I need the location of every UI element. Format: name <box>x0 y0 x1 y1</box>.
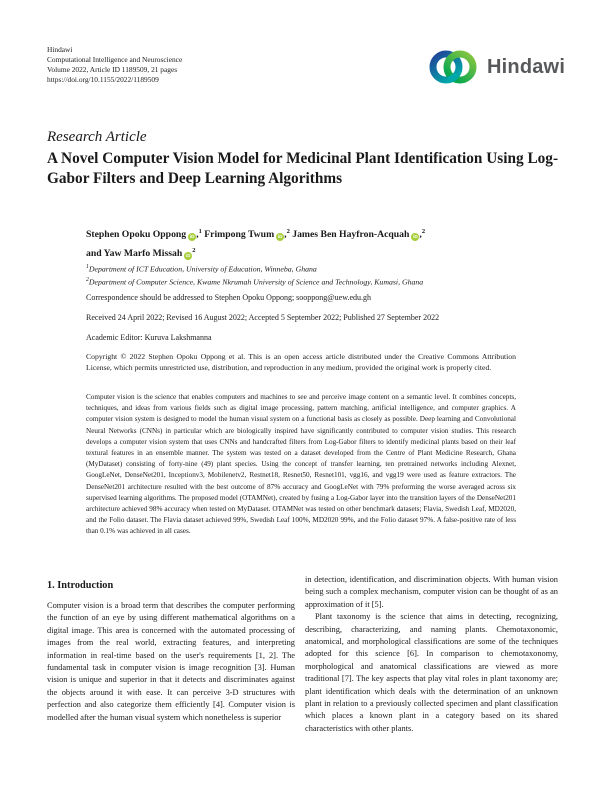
author <box>292 229 425 240</box>
abstract-text: Computer vision is the science that enables computers and machines to see and perceive image content on a semantic level. It combines concepts, techniques, and ideas from various fields such as digital image processing, pattern matching, artificial intelligence, and computer graphics. A computer vision system is designed to model the human visual system on a functional basis as closely as possible. Deep learning and Convolutional Neural Networks (CNNs) in particular which are biologically inspired have significantly contributed to computer vision studies. This research develops a computer vision system that uses CNNs and handcrafted filters from Log-Gabor filters to identify medicinal plants based on their leaf textural features in an ensemble manner. The system was tested on a dataset developed from the Centre of Plant Medicine Research, Ghana (MyDataset) consisting of forty-nine (49) plant species. Using the concept of transfer learning, ten pretrained networks including Alexnet, GoogLeNet, DenseNet201, Inceptionv3, Mobilenetv2, Restnet18, Resnet50, Resnet101, vgg16, and vgg19 were used as feature extractors. The DenseNet201 architecture resulted with the best outcome of 87% accuracy and GoogLeNet with 79% preforming the worse averaged across six supervised learning algorithms. The proposed model (OTAMNet), created by fusing a Log-Gabor layer into the transition layers of the DenseNet201 architecture achieved 98% accuracy when tested on MyDataset. OTAMNet was tested on other benchmark datasets; Flavia, Swedish Leaf, MD2020, and the Folio dataset. The Flavia dataset achieved 99%, Swedish Leaf 100%, MD2020 99%, and the Folio dataset 97%. A false-positive rate of less than 0.1% was achieved in all cases. <box>86 393 516 536</box>
author <box>204 229 290 240</box>
author-affil-ref: 2 <box>286 228 290 235</box>
body-paragraph: in detection, identification, and discrimination objects. With human vision being such a complex mechanism, computer vision can be thought of as an approximation of it [5]. <box>305 575 558 609</box>
article-type-label: Research Article <box>47 129 147 145</box>
affiliation <box>86 275 423 288</box>
article-history-line: Received 24 April 2022; Revised 16 August 2022; Accepted 5 September 2022; Published 27 September 2022 <box>86 313 440 322</box>
body-column-left <box>47 600 295 724</box>
author-affil-ref: 2 <box>421 228 426 235</box>
author <box>86 229 202 240</box>
affiliation-text: Department of Computer Science, Kwame Nkrumah University of Science and Technology, Kumasi, Ghana <box>88 277 424 287</box>
affiliation-number: 1 <box>86 264 89 270</box>
article-title: A Novel Computer Vision Model for Medicinal Plant Identification Using Log-Gabor Filters and Deep Learning Algorithms <box>47 150 559 187</box>
logo-wordmark: Hindawi <box>487 55 566 78</box>
orcid-icon[interactable]: iD <box>277 234 283 240</box>
affiliation-text: Department of ICT Education, University of Education, Winneba, Ghana <box>88 264 317 274</box>
doi-link[interactable]: https://doi.org/10.1155/2022/1189509 <box>47 75 159 84</box>
author-affil-ref: 2 <box>192 246 196 254</box>
hindawi-logo <box>426 46 565 88</box>
author-name: Stephen Opoku Oppong <box>86 229 187 241</box>
author-separator: , <box>419 229 422 241</box>
section-heading-introduction: 1. Introduction <box>47 580 114 591</box>
publisher-name: Hindawi <box>47 45 73 54</box>
orcid-icon[interactable]: iD <box>189 234 195 240</box>
journal-name: Computational Intelligence and Neuroscience <box>47 55 183 64</box>
author-separator: , <box>196 229 199 241</box>
copyright-notice: Copyright © 2022 Stephen Opoku Oppong et al. This is an open access article distributed under the Creative Commons Attribution License, which permits unrestricted use, distribution, and reproduction in any medium, provided the original work is properly cited. <box>86 352 516 372</box>
body-paragraph: Plant taxonomy is the science that aims in detecting, recognizing, describing, characterizing, and naming plants. Chemotaxonomic, anatomical, and morphological classifications are some of the techniques adopted for this science [6]. In comparison to chemotaxonomy, morphological and anatomical classifications are viewed as more traditional [7]. The key aspects that play vital roles in plant taxonomy are; plant identification which deals with the determination of an unknown plant in relation to a previously collected specimen and plant classification which places a known plant in a category based on its shared characteristics with other plants. <box>305 612 558 733</box>
author-separator: , <box>284 229 287 241</box>
author-name: Frimpong Twum <box>204 229 275 241</box>
hindawi-rings-icon <box>426 46 480 88</box>
author-list <box>86 224 518 261</box>
academic-editor-line: Academic Editor: Kuruva Lakshmanna <box>86 333 212 342</box>
correspondence-line: Correspondence should be addressed to Stephen Opoku Oppong; sooppong@uew.edu.gh <box>86 293 372 302</box>
author <box>86 248 196 259</box>
body-paragraph: Computer vision is a broad term that describes the computer performing the function of an eye by using different mathematical algorithms on a digital image. This area is concerned with the automated processing of images from the real world, extracting features, and interpreting information in real-time based on the user's requirements [1, 2]. The fundamental task in computer vision is image recognition [3]. Human vision is unique and superior in that it detects and discriminates against the objects around it with ease. It can perceive 3-D structures with perfection and also categorize them efficiently [4]. Computer vision is modelled after the human visual system which nonetheless is superior <box>47 601 295 722</box>
citation-meta <box>47 45 182 85</box>
author-name: James Ben Hayfron-Acquah <box>292 229 410 241</box>
affiliation-number: 2 <box>86 277 89 283</box>
body-column-right <box>305 574 558 735</box>
orcid-icon[interactable]: iD <box>413 234 418 240</box>
author-affil-ref: 1 <box>198 228 202 235</box>
affiliation-list <box>86 262 423 288</box>
orcid-icon[interactable]: iD <box>185 252 191 258</box>
volume-info: Volume 2022, Article ID 1189509, 21 pages <box>47 65 178 74</box>
author-name: and Yaw Marfo Missah <box>86 247 183 259</box>
affiliation <box>86 262 423 275</box>
